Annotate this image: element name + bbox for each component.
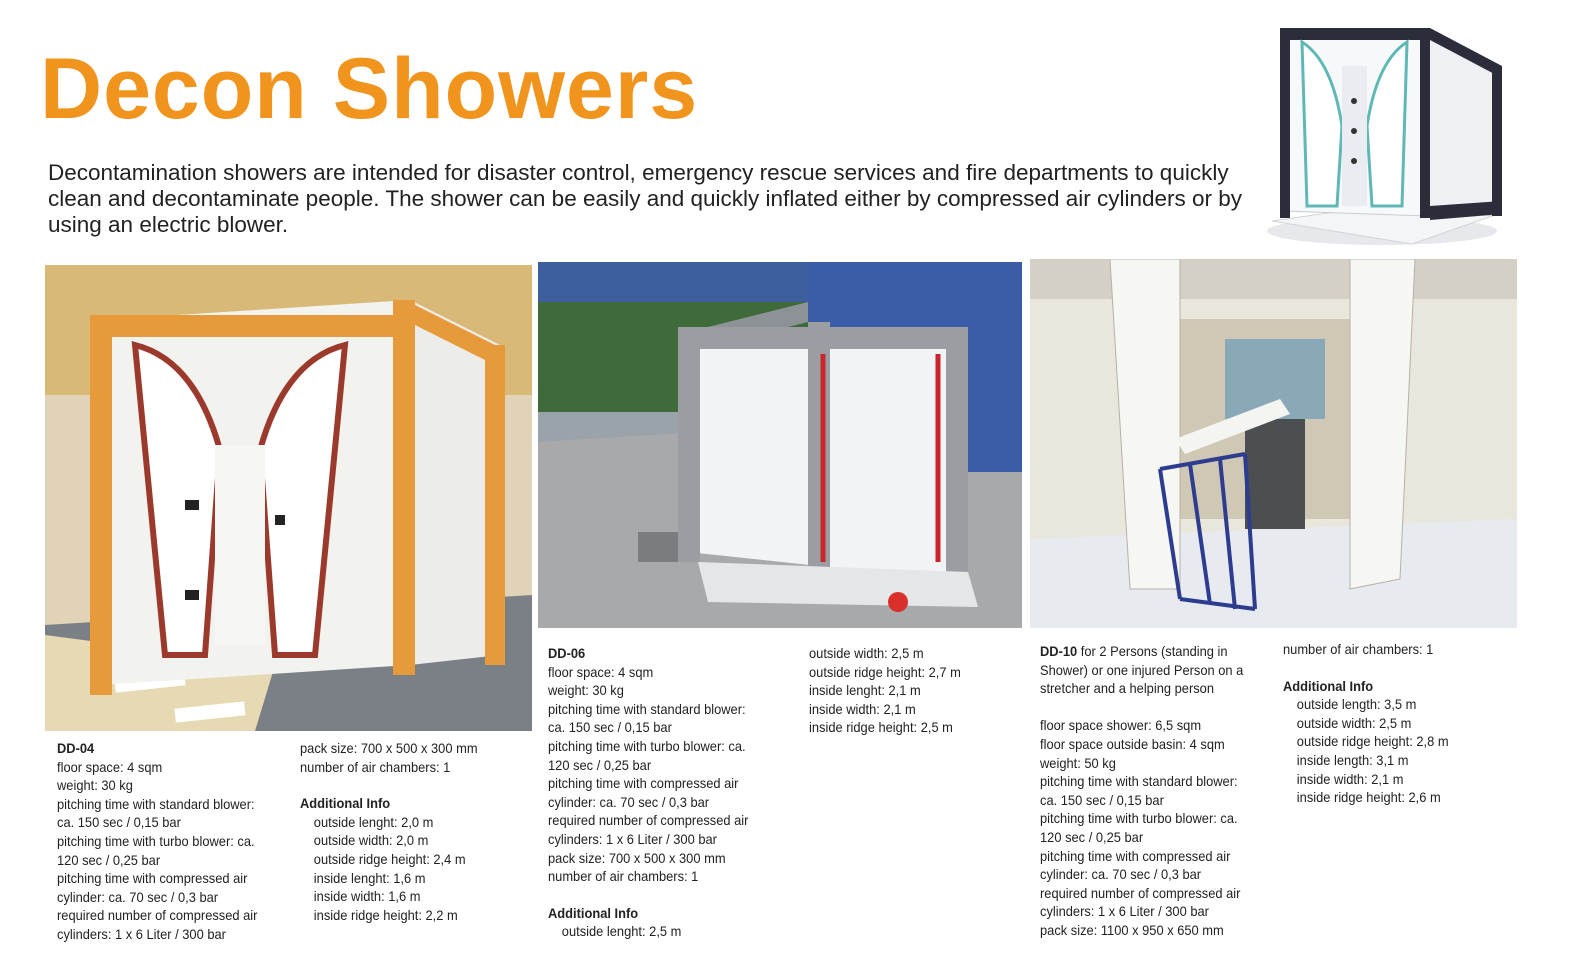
dd10-spec-line: weight: 50 kg bbox=[1040, 754, 1116, 771]
dd10-spec-line: pitching time with standard blower: bbox=[1040, 773, 1238, 790]
dd10-additional-line: inside width: 2,1 m bbox=[1296, 770, 1404, 787]
dd04-spec-col1 bbox=[57, 739, 257, 944]
dd06-additional-line: inside width: 2,1 m bbox=[809, 700, 916, 717]
photo-dd06 bbox=[538, 262, 1022, 628]
dd04-spec-col2 bbox=[300, 739, 478, 924]
dd06-additional-title: Additional Info bbox=[548, 904, 639, 921]
dd10-spec-col1 bbox=[1040, 642, 1243, 940]
dd06-additional-line: outside ridge height: 2,7 m bbox=[809, 663, 961, 680]
dd06-additional-line: outside lenght: 2,5 m bbox=[561, 923, 682, 940]
dd06-additional-line: outside width: 2,5 m bbox=[809, 645, 924, 661]
dd10-additional-line: outside ridge height: 2,8 m bbox=[1296, 733, 1449, 750]
dd06-spec-col2 bbox=[809, 644, 961, 737]
page-title: Decon Showers bbox=[40, 41, 699, 137]
dd06-spec-line: ca. 150 sec / 0,15 bar bbox=[548, 719, 672, 736]
dd06-spec-line: pitching time with turbo blower: ca. bbox=[548, 737, 746, 754]
dd04-spec-line: cylinders: 1 x 6 Liter / 300 bar bbox=[57, 925, 226, 942]
dd10-spec-line: ca. 150 sec / 0,15 bar bbox=[1040, 791, 1164, 808]
dd10-spec-line: 120 sec / 0,25 bar bbox=[1040, 828, 1144, 845]
dd10-spec-line: required number of compressed air bbox=[1040, 884, 1241, 901]
dd10-spec-line: pitching time with compressed air bbox=[1040, 847, 1231, 864]
dd06-spec-line: required number of compressed air bbox=[548, 812, 749, 829]
dd06-spec-line: pitching time with compressed air bbox=[548, 775, 739, 792]
dd04-spec-line: floor space: 4 sqm bbox=[57, 758, 163, 775]
photo-dd10 bbox=[1030, 259, 1517, 628]
photo-dd04 bbox=[45, 265, 532, 731]
dd10-spec-line: cylinders: 1 x 6 Liter / 300 bar bbox=[1040, 903, 1209, 920]
dd04-spec-line: pack size: 700 x 500 x 300 mm bbox=[300, 740, 478, 756]
dd10-desc-line: Shower) or one injured Person on a bbox=[1040, 661, 1244, 678]
dd06-spec-line: cylinders: 1 x 6 Liter / 300 bar bbox=[548, 830, 717, 847]
dd04-additional-line: outside ridge height: 2,4 m bbox=[313, 850, 466, 867]
intro-paragraph: Decontamination showers are intended for disaster control, emergency rescue services and fire departments to quickly clean and decontaminate people. The shower can be easily and quickly inflated either by compressed air cylinders or by using an electric blower. bbox=[48, 160, 1243, 237]
dd10-model: DD-10 bbox=[1040, 643, 1078, 659]
dd04-additional-line: outside lenght: 2,0 m bbox=[313, 813, 434, 830]
dd04-spec-line: cylinder: ca. 70 sec / 0,3 bar bbox=[57, 888, 219, 905]
dd06-spec-line: 120 sec / 0,25 bar bbox=[548, 756, 652, 773]
dd04-spec-line: ca. 150 sec / 0,15 bar bbox=[57, 814, 181, 831]
dd06-spec-line: floor space: 4 sqm bbox=[548, 663, 654, 680]
dd06-model: DD-06 bbox=[548, 645, 586, 661]
dd10-additional-line: inside ridge height: 2,6 m bbox=[1296, 789, 1441, 806]
dd04-additional-line: inside width: 1,6 m bbox=[313, 888, 421, 905]
dd04-spec-line: number of air chambers: 1 bbox=[300, 758, 451, 775]
dd04-additional-title: Additional Info bbox=[300, 795, 391, 812]
dd10-additional-line: inside length: 3,1 m bbox=[1296, 751, 1409, 768]
dd04-spec-line: pitching time with standard blower: bbox=[57, 795, 255, 812]
dd10-additional-line: outside width: 2,5 m bbox=[1296, 714, 1412, 731]
dd10-spec-line: number of air chambers: 1 bbox=[1283, 641, 1434, 657]
dd10-additional-line: outside length: 3,5 m bbox=[1296, 696, 1417, 713]
dd06-spec-col1 bbox=[548, 644, 748, 941]
dd06-spec-line: pitching time with standard blower: bbox=[548, 700, 746, 717]
dd10-spec-line: pitching time with turbo blower: ca. bbox=[1040, 810, 1238, 827]
dd06-additional-line: inside lenght: 2,1 m bbox=[809, 682, 921, 699]
dd04-spec-line: required number of compressed air bbox=[57, 907, 258, 924]
dd04-spec-line: pitching time with compressed air bbox=[57, 870, 248, 887]
dd04-spec-line: pitching time with turbo blower: ca. bbox=[57, 832, 255, 849]
dd10-additional-title: Additional Info bbox=[1283, 677, 1374, 694]
dd10-spec-line: cylinder: ca. 70 sec / 0,3 bar bbox=[1040, 866, 1202, 883]
dd06-additional-line: inside ridge height: 2,5 m bbox=[809, 719, 953, 736]
product-photo-top bbox=[1262, 6, 1512, 250]
dd04-spec-line: 120 sec / 0,25 bar bbox=[57, 851, 161, 868]
dd04-additional-line: inside lenght: 1,6 m bbox=[313, 869, 426, 886]
dd10-spec-line: floor space outside basin: 4 sqm bbox=[1040, 735, 1225, 752]
dd04-additional-line: outside width: 2,0 m bbox=[313, 832, 429, 849]
dd04-spec-line: weight: 30 kg bbox=[57, 777, 133, 794]
dd06-spec-line: number of air chambers: 1 bbox=[548, 868, 699, 885]
dd10-desc-line: stretcher and a helping person bbox=[1040, 680, 1214, 697]
dd06-spec-line: weight: 30 kg bbox=[548, 682, 624, 699]
dd10-spec-line: floor space shower: 6,5 sqm bbox=[1040, 717, 1202, 734]
dd10-spec-line: pack size: 1100 x 950 x 650 mm bbox=[1040, 921, 1224, 938]
dd06-spec-line: cylinder: ca. 70 sec / 0,3 bar bbox=[548, 793, 710, 810]
dd06-spec-line: pack size: 700 x 500 x 300 mm bbox=[548, 849, 726, 866]
dd10-model-desc: for 2 Persons (standing in bbox=[1077, 643, 1228, 659]
dd10-spec-col2 bbox=[1283, 640, 1449, 807]
dd04-additional-line: inside ridge height: 2,2 m bbox=[313, 906, 458, 923]
dd04-model: DD-04 bbox=[57, 740, 95, 756]
